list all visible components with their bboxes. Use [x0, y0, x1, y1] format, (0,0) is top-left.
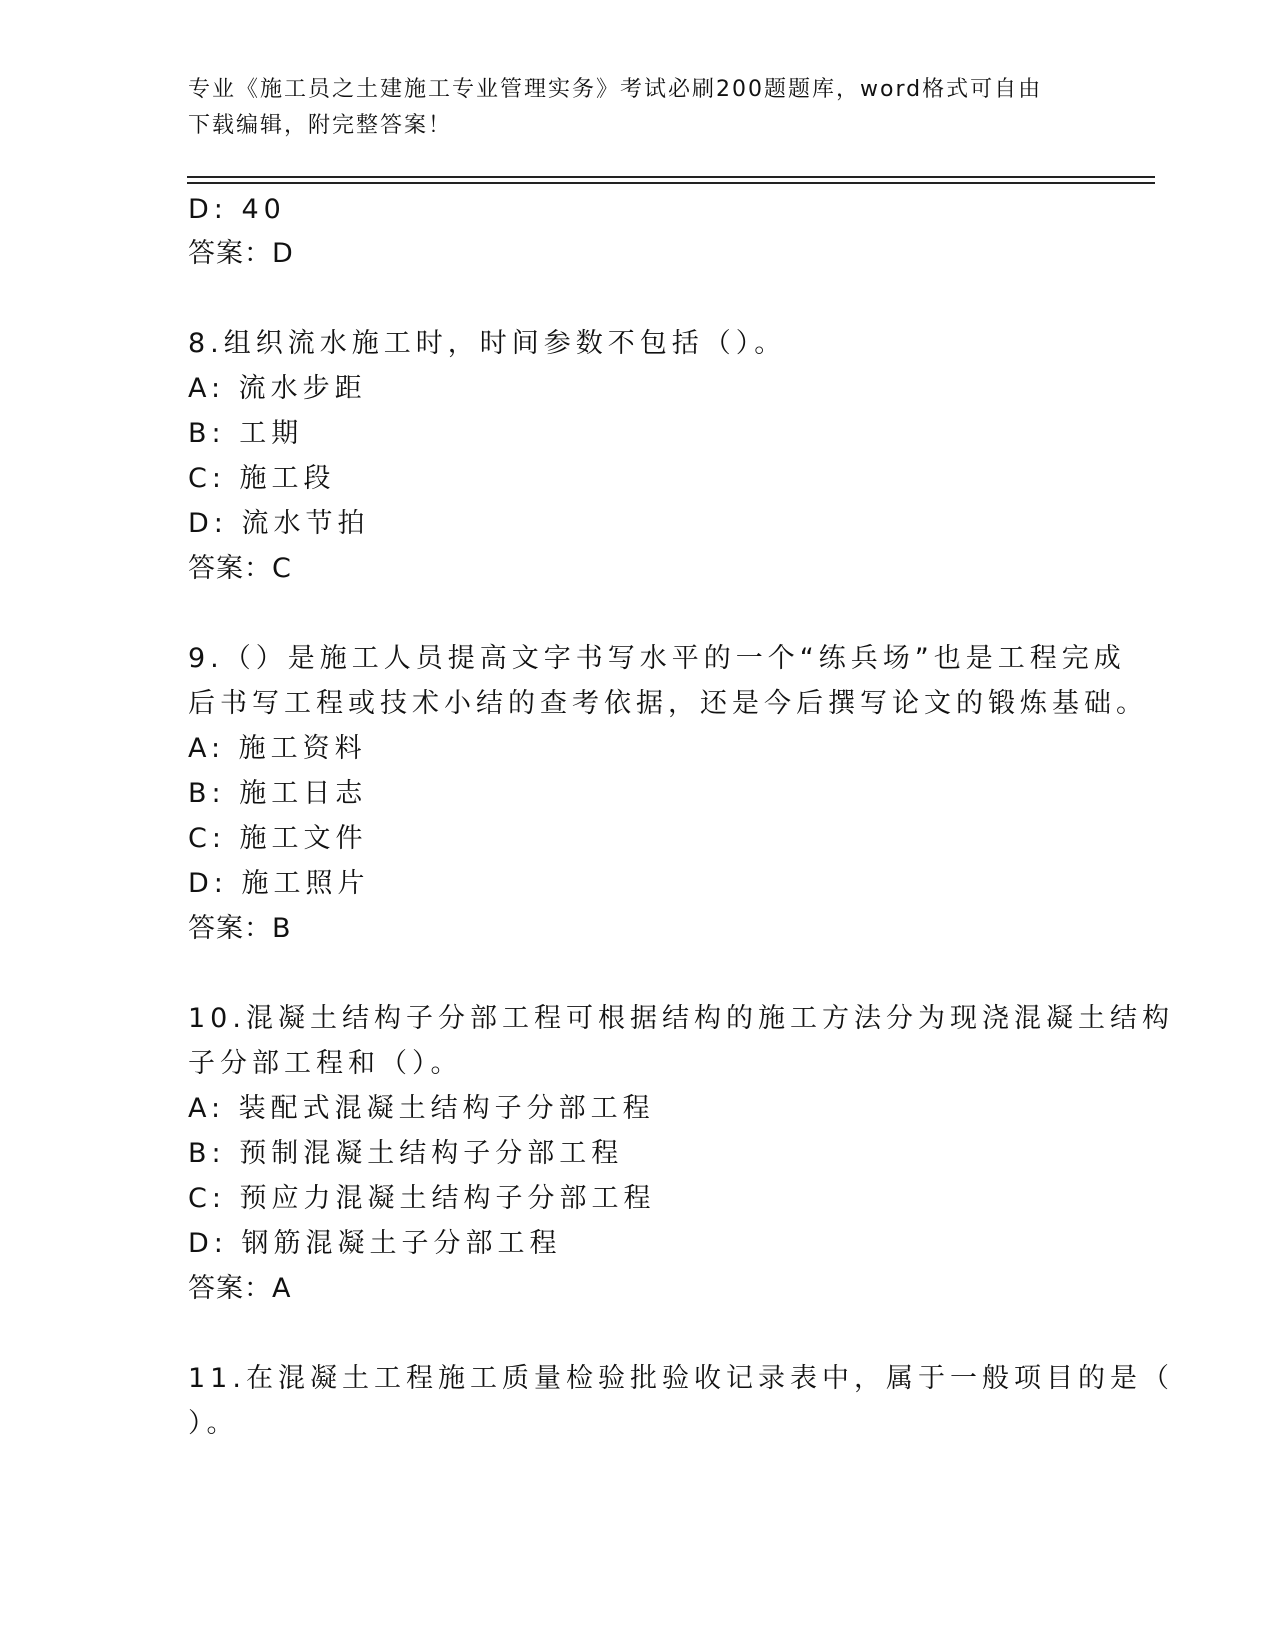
header-divider-bottom	[187, 182, 1155, 184]
q8-option-c: C: 施工段	[188, 463, 336, 494]
q7-answer: 答案：D	[188, 238, 294, 269]
q10-stem-line-2: 子分部工程和（）。	[188, 1048, 463, 1079]
q9-option-c: C: 施工文件	[188, 823, 368, 854]
q10-option-c: C: 预应力混凝土结构子分部工程	[188, 1183, 656, 1214]
q9-option-b: B: 施工日志	[188, 778, 368, 809]
q10-option-d: D: 钢筋混凝土子分部工程	[188, 1228, 562, 1259]
q9-stem-line-1: 9.（）是施工人员提高文字书写水平的一个“练兵场”也是工程完成	[188, 643, 1126, 674]
q9-stem-line-2: 后书写工程或技术小结的查考依据，还是今后撰写论文的锻炼基础。	[188, 688, 1148, 719]
q8-option-d: D: 流水节拍	[188, 508, 370, 539]
q11-stem-line-2: ）。	[188, 1408, 239, 1439]
q8-option-b: B: 工期	[188, 418, 304, 449]
q10-answer: 答案：A	[188, 1273, 292, 1304]
q10-option-a: A: 装配式混凝土结构子分部工程	[188, 1093, 655, 1124]
q10-option-b: B: 预制混凝土结构子分部工程	[188, 1138, 624, 1169]
header-line-1: 专业《施工员之土建施工专业管理实务》考试必刷200题题库，word格式可自由	[188, 77, 1043, 102]
q8-option-a: A: 流水步距	[188, 373, 367, 404]
q9-answer: 答案：B	[188, 913, 292, 944]
q10-stem-line-1: 10.混凝土结构子分部工程可根据结构的施工方法分为现浇混凝土结构	[188, 1003, 1174, 1034]
q7-option-d: D: 40	[188, 194, 286, 225]
q8-stem: 8.组织流水施工时，时间参数不包括（）。	[188, 328, 787, 359]
q9-option-d: D: 施工照片	[188, 868, 370, 899]
q9-option-a: A: 施工资料	[188, 733, 367, 764]
header-divider-top	[187, 176, 1155, 178]
q8-answer: 答案：C	[188, 553, 292, 584]
header-line-2: 下载编辑，附完整答案！	[188, 113, 453, 138]
q11-stem-line-1: 11.在混凝土工程施工质量检验批验收记录表中，属于一般项目的是（	[188, 1363, 1174, 1394]
page-header	[188, 72, 1088, 144]
